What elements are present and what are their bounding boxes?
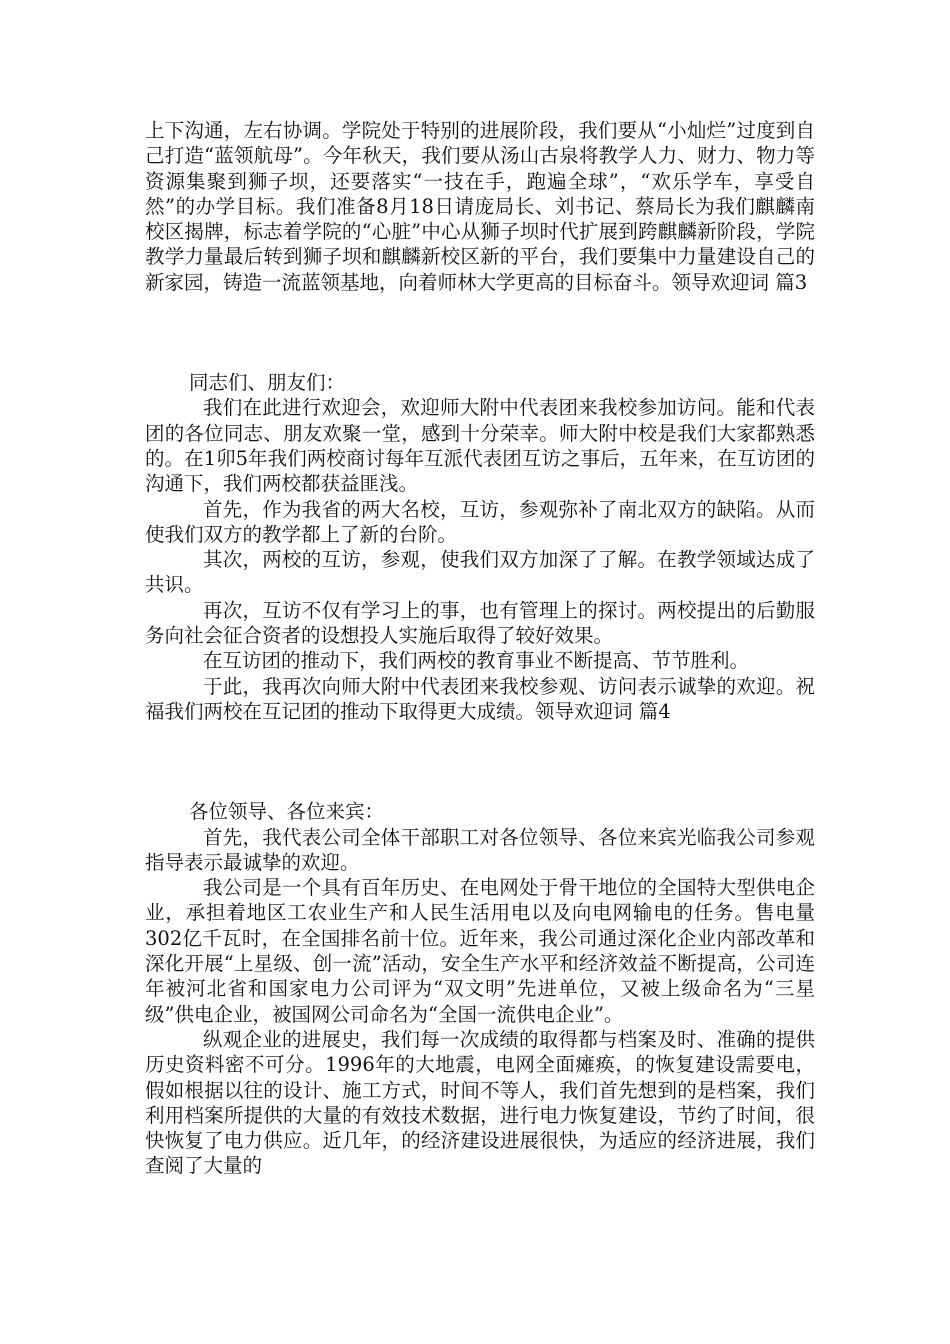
section-gap: [145, 295, 815, 370]
text-column: [145, 118, 815, 1179]
section3-paragraph: 我们在此进行欢迎会，欢迎师大附中代表团来我校参加访问。能和代表团的各位同志、朋友欢聚一堂，感到十分荣幸。师大附中校是我们大家都熟悉的。在1卯5年我们两校商讨每年互派代表团互访之事后，五年来，在互访团的沟通下，我们两校都获益匪浅。: [145, 396, 815, 496]
section3-paragraph: 首先，作为我省的两大名校，互访，参观弥补了南北双方的缺陷。从而使我们双方的教学都上了新的台阶。: [145, 497, 815, 546]
section4-paragraph: 纵观企业的进展史，我们每一次成绩的取得都与档案及时、准确的提供历史资料密不可分。1996年的大地震，电网全面瘫痪，的恢复建设需要电，假如根据以往的设计、施工方式，时间不等人，我们首先想到的是档案，我们利用档案所提供的大量的有效技术数据，进行电力恢复建设，节约了时间，很快恢复了电力供应。近几年，的经济建设进展很快，为适应的经济进展，我们查阅了大量的: [145, 1027, 815, 1178]
section3-paragraph: 其次，两校的互访，参观，使我们双方加深了了解。在教学领域达成了共识。: [145, 548, 815, 597]
section3-paragraph: 再次，互访不仅有学习上的事，也有管理上的探讨。两校提出的后勤服务向社会征合资者的设想投人实施后取得了较好效果。: [145, 598, 815, 648]
section4-salutation: 各位领导、各位来宾：: [189, 800, 385, 824]
section2-tail-paragraph: 上下沟通，左右协调。学院处于特别的进展阶段，我们要从“小灿烂”过度到自己打造“蓝领航母”。今年秋天，我们要从汤山古泉将教学人力、财力、物力等资源集聚到狮子坝，还要落实“一技在手，跑遍全球”，“欢乐学车，享受自然”的办学目标。我们准备8月18日请庞局长、刘书记、蔡局长为我们麒麟南校区揭牌，标志着学院的“心脏”中心从狮子坝时代扩展到跨麒麟新阶段，学院教学力量最后转到狮子坝和麒麟新校区新的平台，我们要集中力量建设自己的新家园，铸造一流蓝领基地，向着师林大学更高的目标奋斗。领导欢迎词 篇3: [145, 119, 815, 294]
section3-salutation: 同志们、朋友们：: [189, 371, 346, 395]
section3-paragraph: 于此，我再次向师大附中代表团来我校参观、访问表示诚挚的欢迎。祝福我们两校在互记团的推动下取得更大成绩。领导欢迎词 篇4: [145, 674, 815, 723]
section4-paragraph: 首先，我代表公司全体干部职工对各位领导、各位来宾光临我公司参观指导表示最诚挚的欢迎。: [145, 825, 815, 874]
section-gap: [145, 724, 815, 799]
section4-paragraph: 我公司是一个具有百年历史、在电网处于骨干地位的全国特大型供电企业，承担着地区工农业生产和人民生活用电以及向电网输电的任务。售电量302亿千瓦时，在全国排名前十位。近年来，我公司通过深化企业内部改革和深化开展“上星级、创一流”活动，安全生产水平和经济效益不断提高，公司连年被河北省和国家电力公司评为“双文明”先进单位，又被上级命名为“三星级”供电企业，被国网公司命名为“全国一流供电企业”。: [145, 876, 815, 1026]
section3-paragraph: 在互访团的推动下，我们两校的教育事业不断提高、节节胜利。: [203, 649, 750, 673]
